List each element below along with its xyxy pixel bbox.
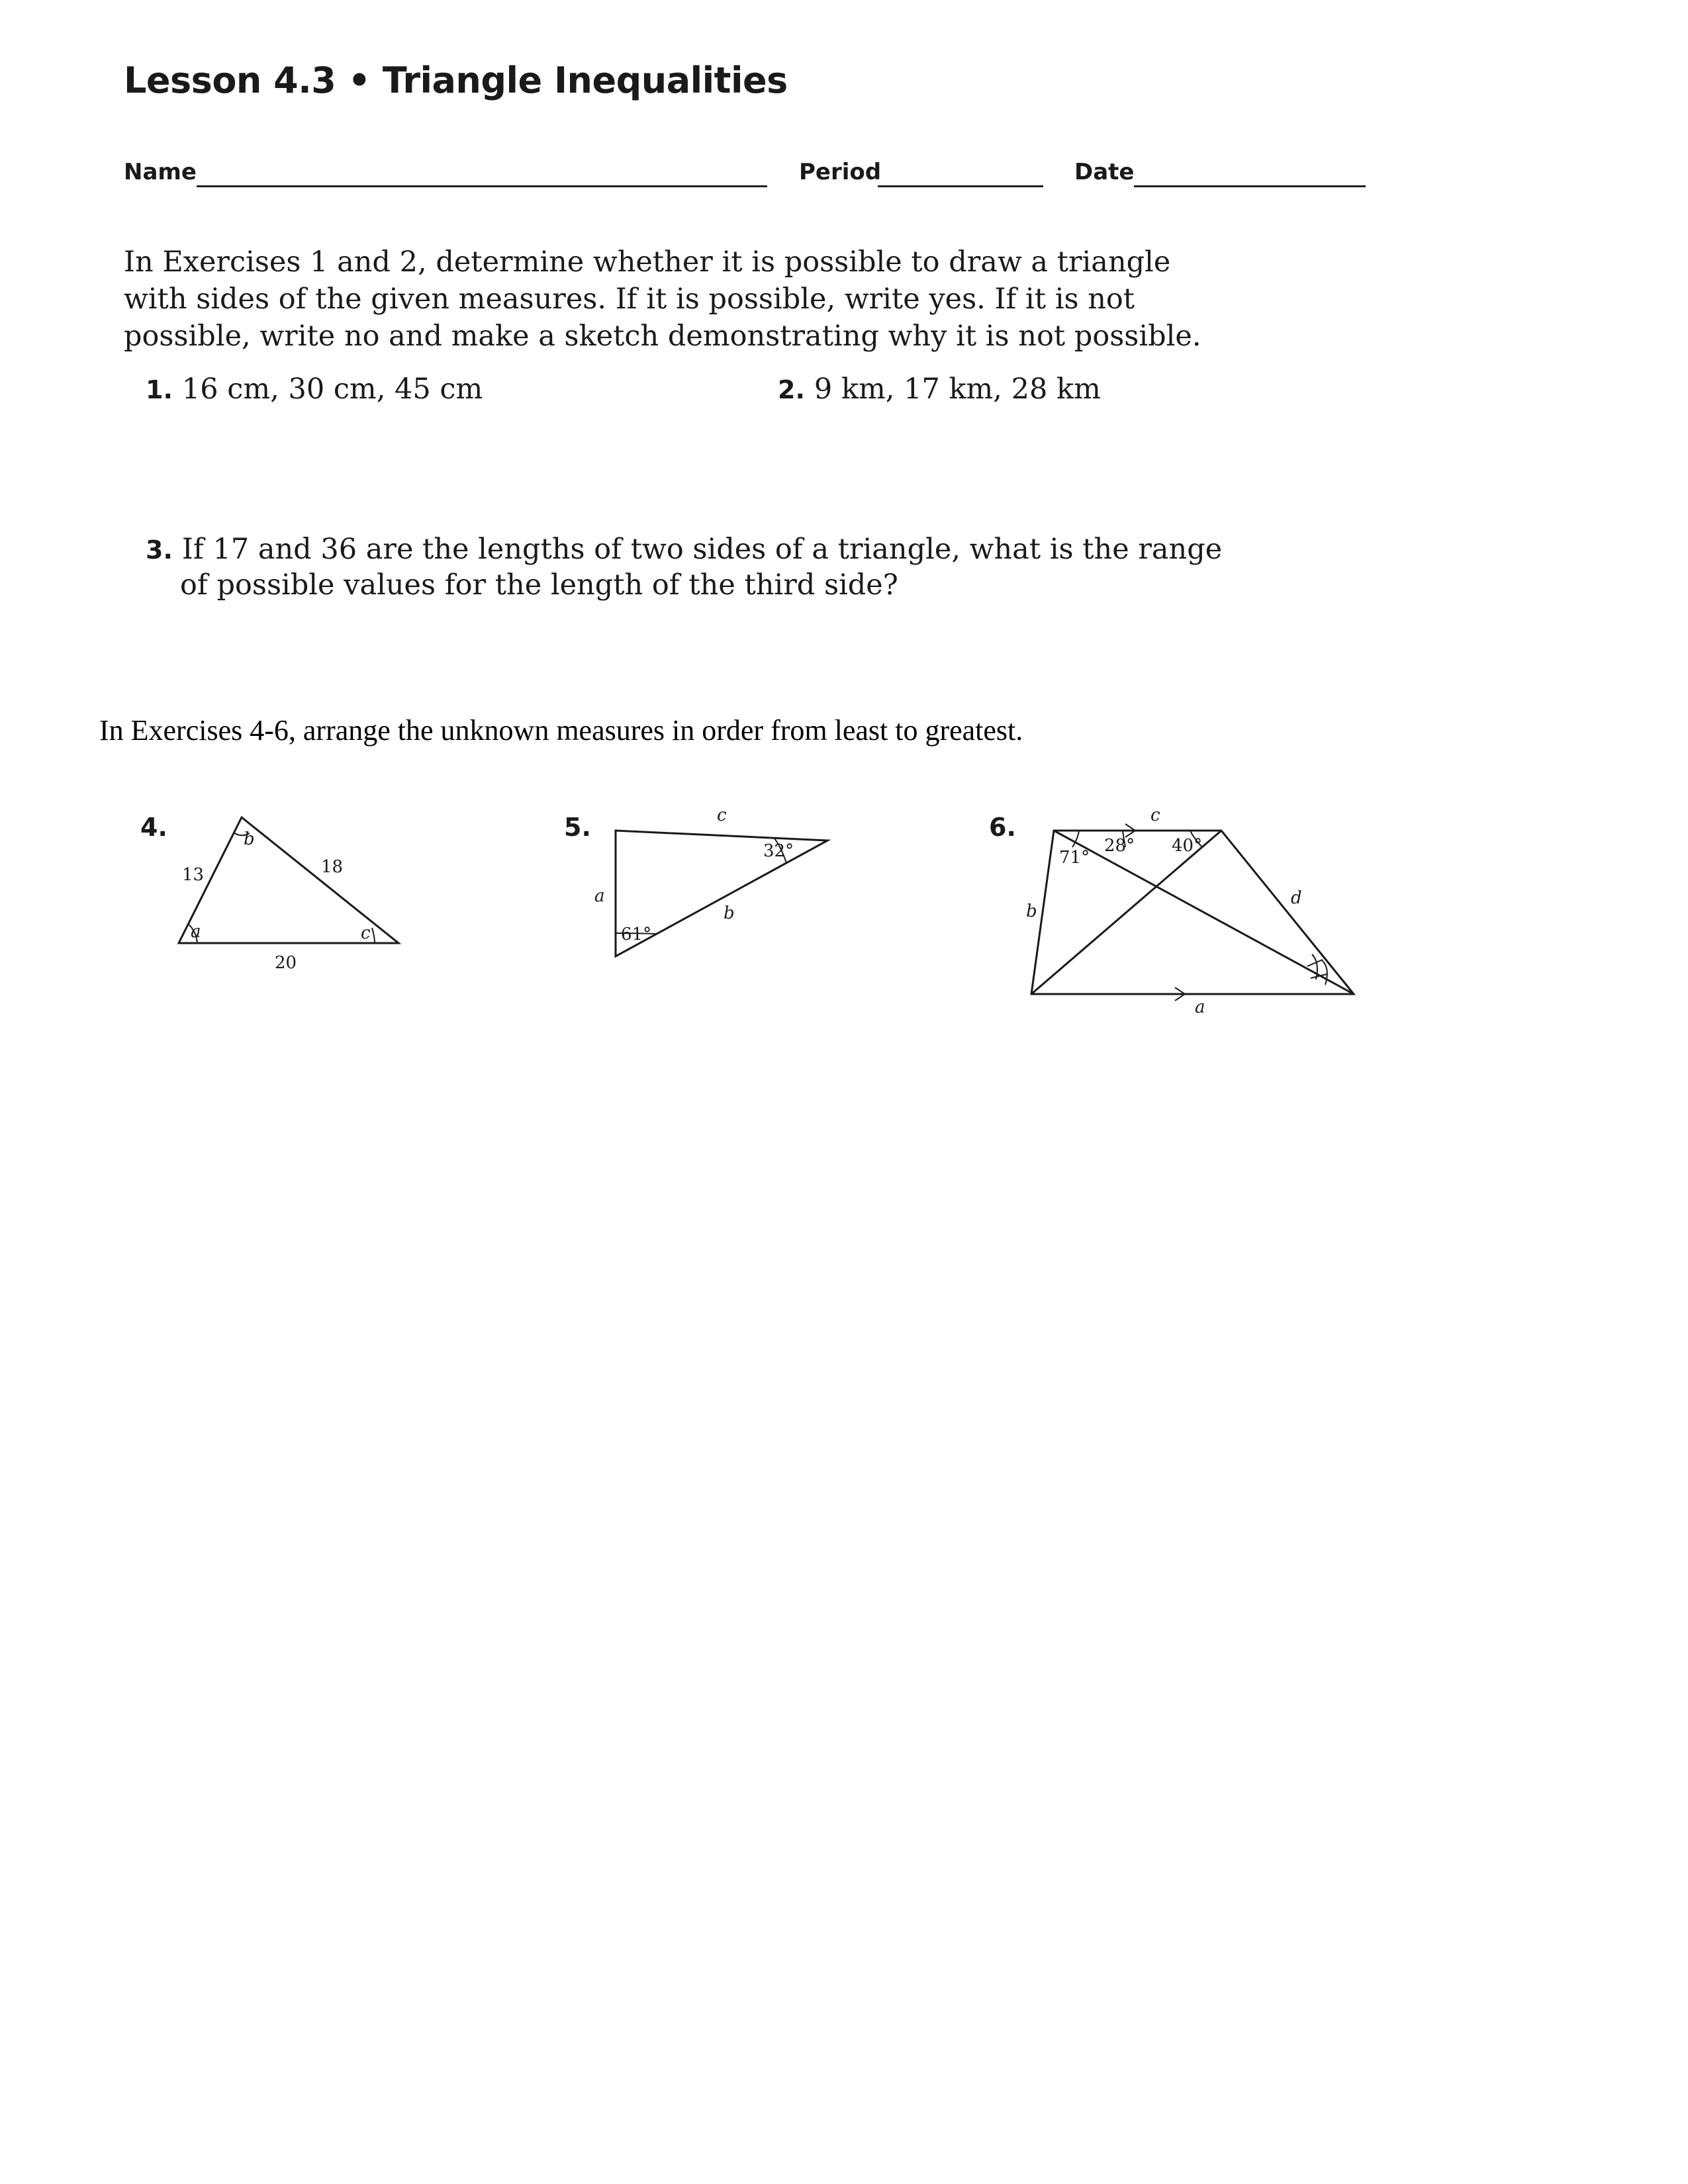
name-label: Name: [124, 159, 197, 185]
intro-line-3: possible, write no and make a sketch demonstrating why it is not possible.: [124, 320, 1201, 353]
angle-label-28: 28°: [1104, 836, 1135, 856]
side-label-20: 20: [275, 953, 297, 973]
figure-4-number: 4.: [140, 813, 167, 842]
side-label-c: c: [1150, 805, 1160, 825]
period-label: Period: [799, 159, 882, 185]
exercise-3-line-2: of possible values for the length of the third side?: [180, 569, 898, 602]
figure-6-number: 6.: [989, 813, 1016, 842]
angle-label-71: 71°: [1059, 848, 1090, 868]
date-field[interactable]: [1134, 185, 1366, 187]
angle-tick-1: [1307, 960, 1323, 966]
side-label-18: 18: [321, 857, 344, 877]
exercise-text: 9 km, 17 km, 28 km: [814, 373, 1101, 406]
angle-label-b: b: [244, 829, 255, 849]
exercise-2: [778, 371, 1101, 408]
intro-line-1: In Exercises 1 and 2, determine whether it is possible to draw a triangle: [124, 246, 1171, 279]
diagonal-1: [1054, 831, 1354, 994]
date-label: Date: [1074, 159, 1135, 185]
intro-line-2: with sides of the given measures. If it is possible, write yes. If it is not: [124, 283, 1135, 316]
side-label-d: d: [1291, 888, 1302, 908]
exercise-text: 16 cm, 30 cm, 45 cm: [181, 373, 483, 406]
exercise-text-line-1: If 17 and 36 are the lengths of two sides of a triangle, what is the range: [181, 533, 1223, 566]
exercise-number: 1.: [146, 375, 173, 404]
angle-label-a: a: [191, 922, 201, 942]
exercise-1: [146, 371, 483, 408]
intro-paragraph: [124, 244, 1201, 355]
name-field[interactable]: [197, 185, 767, 187]
angle-label-40: 40°: [1172, 836, 1203, 856]
side-label-a: a: [1195, 997, 1205, 1017]
angle-arc-right: [372, 928, 375, 943]
angle-arc-bottom-right-2: [1321, 960, 1327, 985]
angle-arc-bottom-right-1: [1312, 954, 1317, 979]
side-label-c: c: [717, 805, 727, 825]
side-label-13: 13: [182, 865, 205, 885]
exercise-number: 2.: [778, 375, 805, 404]
angle-label-32: 32°: [763, 841, 794, 861]
exercise-3: [146, 531, 1222, 568]
angle-label-c: c: [361, 923, 371, 943]
side-label-b: b: [724, 903, 735, 923]
figure-5-triangle: [583, 801, 847, 986]
figure-4-triangle: [159, 801, 424, 979]
side-label-b: b: [1026, 901, 1037, 921]
page-title: Lesson 4.3 • Triangle Inequalities: [124, 60, 788, 101]
part2-instructions: In Exercises 4-6, arrange the unknown measures in order from least to greatest.: [99, 714, 1023, 747]
period-field[interactable]: [878, 185, 1043, 187]
angle-label-61: 61°: [621, 925, 652, 944]
side-label-a: a: [594, 886, 605, 906]
exercise-number: 3.: [146, 535, 173, 565]
figure-6-trapezoid: [1006, 801, 1364, 1017]
figure-5-number: 5.: [564, 813, 591, 842]
